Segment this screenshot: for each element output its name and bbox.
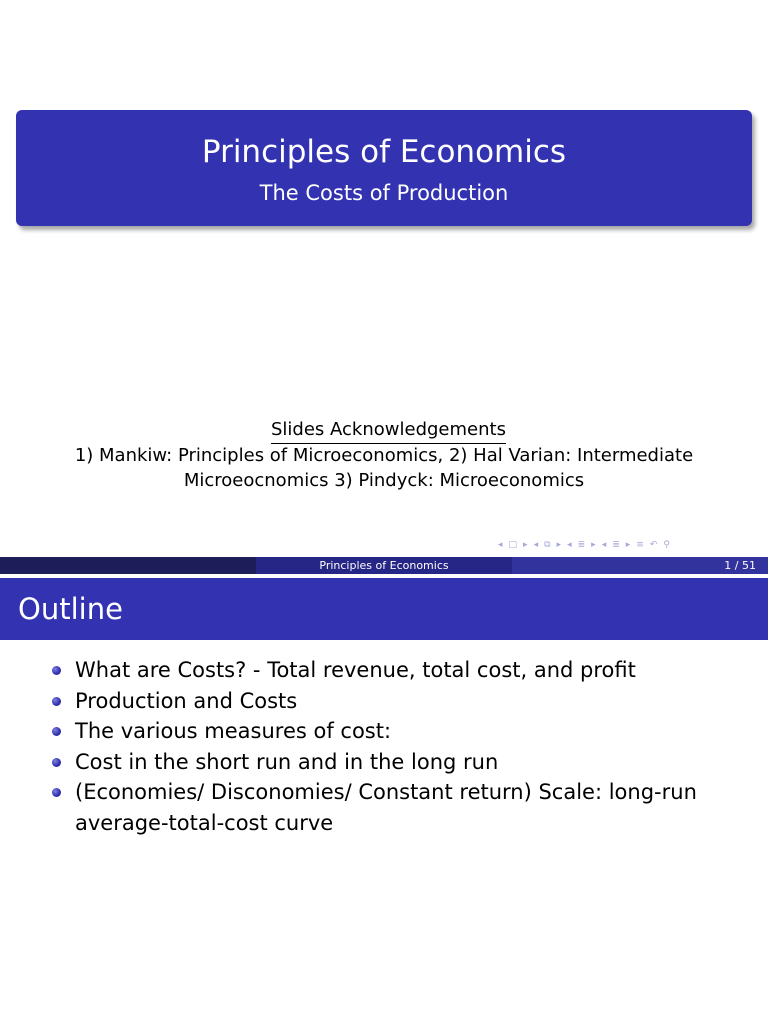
nav-right-arrow-icon[interactable]: ▸ <box>591 540 596 550</box>
list-item-text: (Economies/ Disconomies/ Constant return) Scale: long-run average-total-cost curve <box>75 780 697 835</box>
nav-section-icon[interactable]: ≣ <box>577 540 586 550</box>
nav-left-arrow-icon[interactable]: ◂ <box>533 540 539 550</box>
acknowledgements-heading: Slides Acknowledgements <box>271 418 506 444</box>
nav-section-icon[interactable]: ≣ <box>612 540 620 550</box>
navigation-bar <box>498 538 670 552</box>
nav-left-arrow-icon[interactable]: ◂ <box>601 540 607 550</box>
nav-left-arrow-icon[interactable]: ◂ <box>567 540 572 550</box>
footer-left <box>0 557 256 574</box>
list-item <box>48 747 728 778</box>
nav-search-icon[interactable]: ⚲ <box>663 540 670 550</box>
list-item <box>48 777 728 838</box>
acknowledgements-text: 1) Mankiw: Principles of Microeconomics, 2) Hal Varian: Intermediate Microeocnomics 3) Pindyck: Microeconomics <box>74 445 694 491</box>
presentation-subtitle: The Costs of Production <box>259 181 509 205</box>
list-item-text: Cost in the short run and in the long run <box>75 749 499 774</box>
list-item-text: What are Costs? - Total revenue, total cost, and profit <box>75 658 636 682</box>
presentation-title: Principles of Economics <box>201 134 567 170</box>
list-item <box>48 655 728 686</box>
footer-page-number: 1 / 51 <box>512 557 768 574</box>
nav-right-arrow-icon[interactable]: ▸ <box>523 540 528 550</box>
nav-right-arrow-icon[interactable]: ▸ <box>625 540 631 550</box>
list-item <box>48 716 728 747</box>
bullet-icon <box>52 788 61 797</box>
outline-list <box>48 655 728 838</box>
bullet-icon <box>52 758 61 767</box>
footer-title: Principles of Economics <box>256 557 512 574</box>
nav-left-arrow-icon[interactable]: ◂ <box>498 540 503 550</box>
title-box <box>16 110 752 226</box>
frame-title: Outline <box>18 592 123 626</box>
nav-right-arrow-icon[interactable]: ▸ <box>556 540 562 550</box>
nav-frame-icon[interactable]: □ <box>508 540 518 550</box>
list-item-text: The various measures of cost: <box>75 719 392 743</box>
bullet-icon <box>52 697 61 706</box>
list-item <box>48 686 728 717</box>
bullet-icon <box>52 666 61 675</box>
nav-align-icon[interactable]: ≡ <box>636 540 644 550</box>
bullet-icon <box>52 727 61 736</box>
list-item-text: Production and Costs <box>75 688 298 713</box>
frame-title-bar <box>0 578 768 640</box>
nav-subsection-icon[interactable]: ⧉ <box>544 540 551 550</box>
footer-bar <box>0 557 768 574</box>
nav-undo-icon[interactable]: ↶ <box>649 540 658 550</box>
